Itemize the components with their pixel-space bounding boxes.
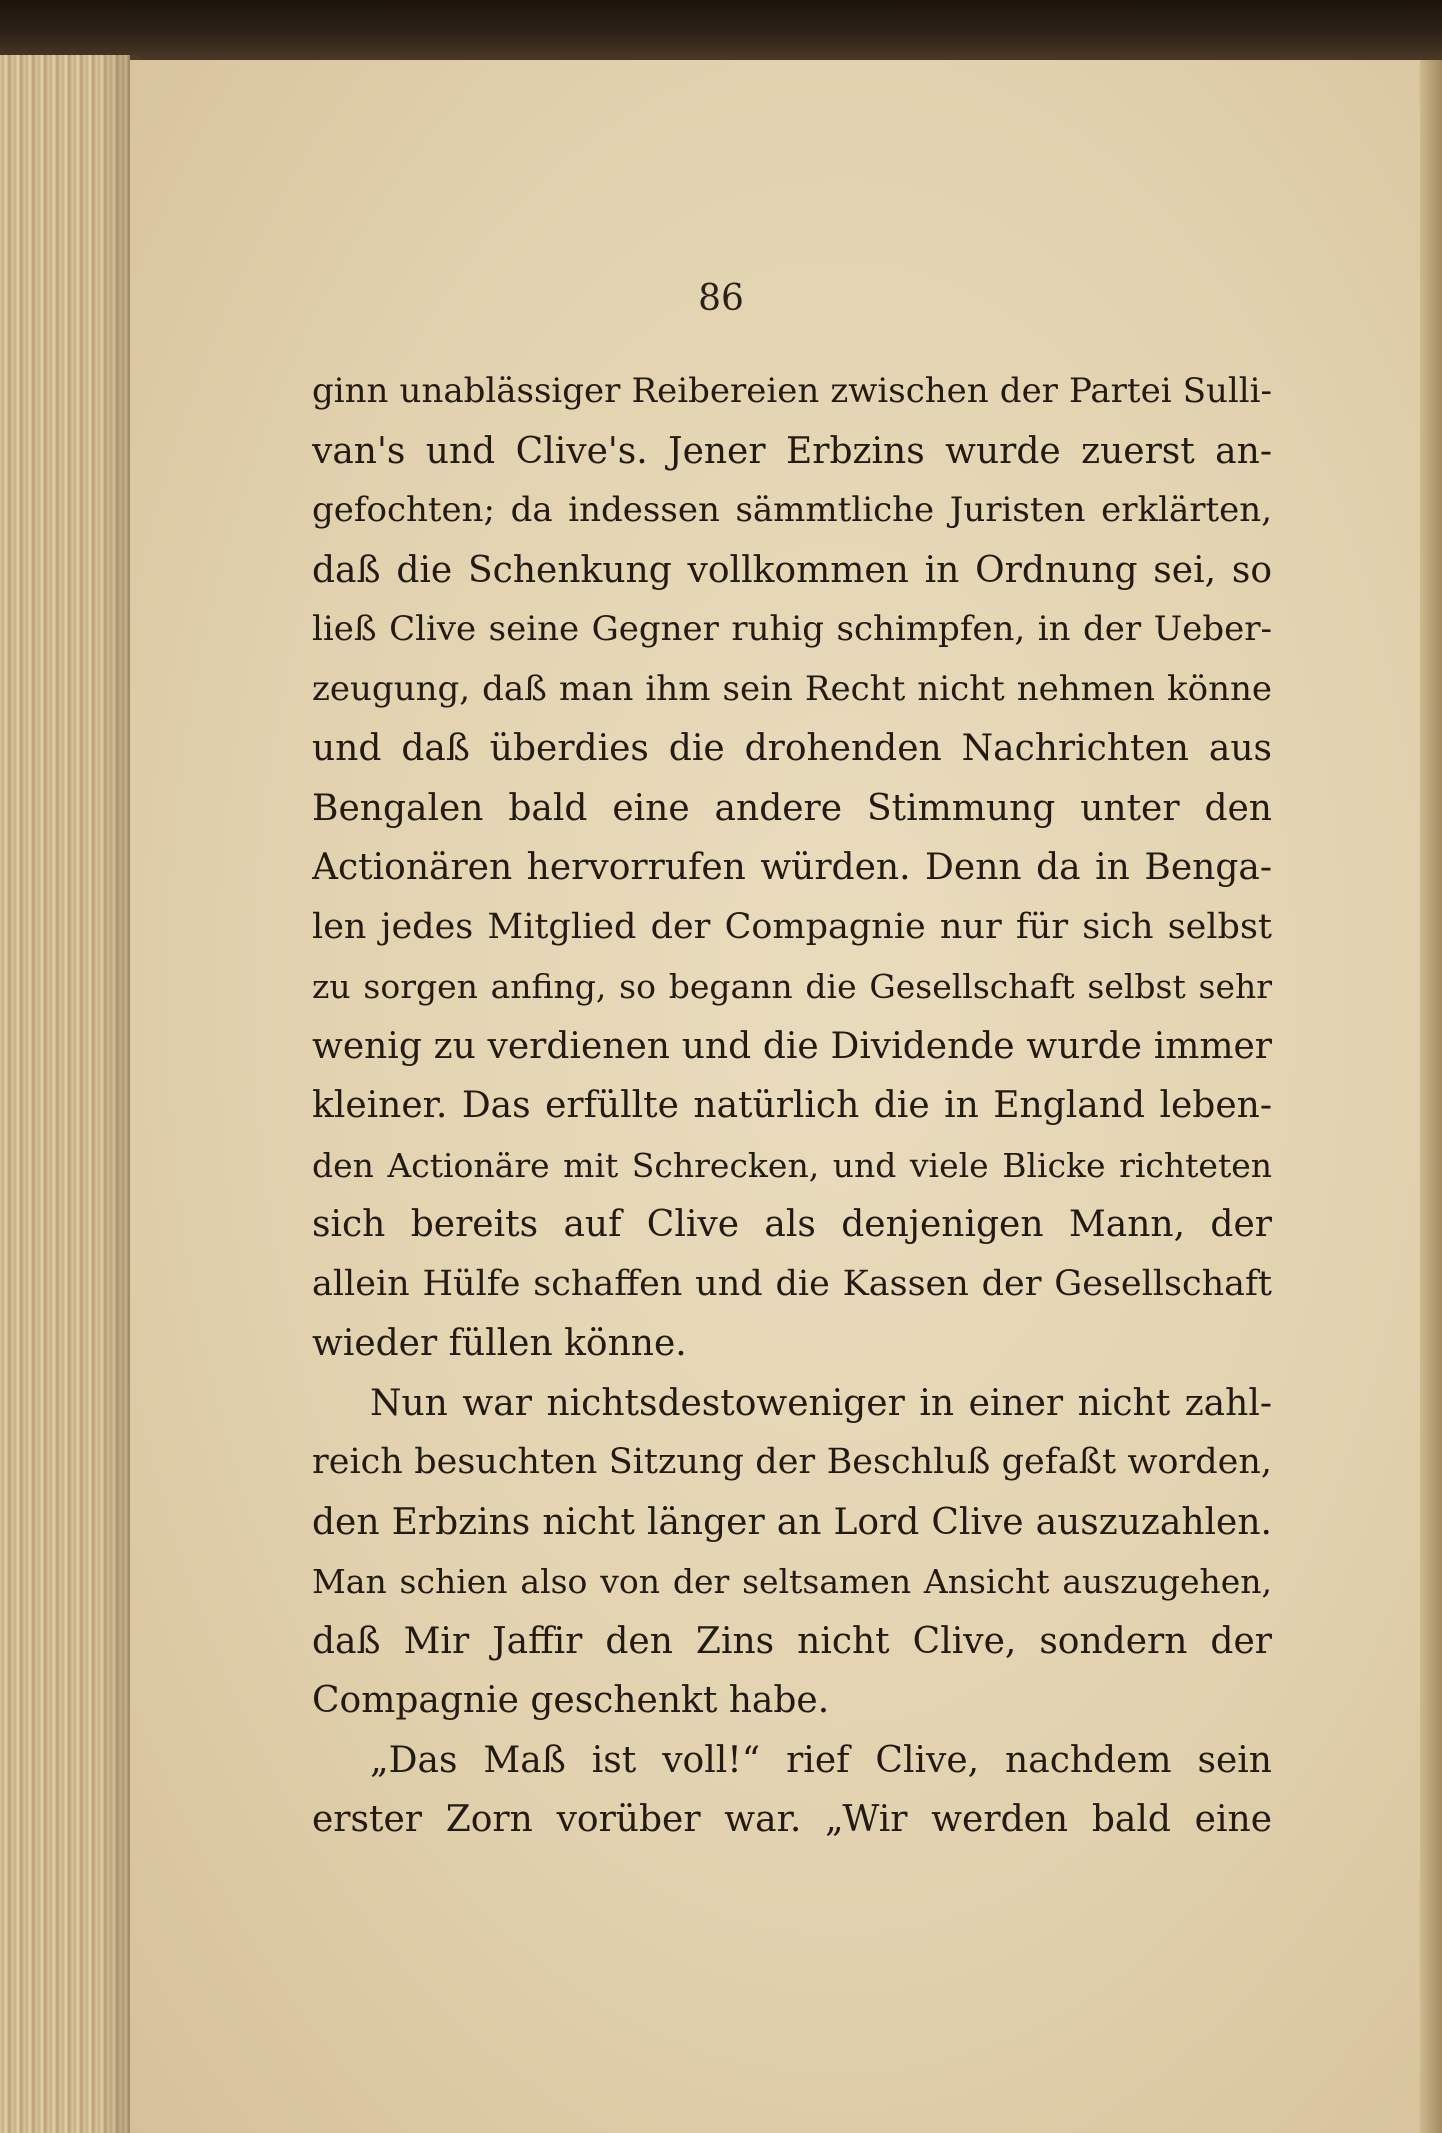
text-line: Nun war nichtsdestoweniger in einer nicht zahl- [370, 1382, 1272, 1424]
body-text [312, 362, 1272, 1850]
page-number: 86 [698, 278, 744, 319]
text-line: „Das Maß ist voll!“ rief Clive, nachdem sein [370, 1739, 1272, 1781]
text-line: kleiner. Das erfüllte natürlich die in England leben- [312, 1085, 1272, 1126]
text-line: ließ Clive seine Gegner ruhig schimpfen, in der Ueber- [312, 609, 1272, 649]
text-line: Bengalen bald eine andere Stimmung unter den [312, 787, 1272, 829]
book-right-edge [1420, 60, 1442, 2133]
text-line: reich besuchten Sitzung der Beschluß gefaßt worden, [312, 1442, 1272, 1482]
text-line: zu sorgen anfing, so begann die Gesellschaft selbst sehr [312, 967, 1272, 1006]
text-line: den Actionäre mit Schrecken, und viele Blicke richteten [312, 1145, 1272, 1185]
text-line: Man schien also von der seltsamen Ansicht auszugehen, [312, 1562, 1272, 1601]
text-line: daß Mir Jaffir den Zins nicht Clive, sondern der [312, 1620, 1272, 1662]
text-line: und daß überdies die drohenden Nachrichten aus [312, 728, 1272, 769]
text-line: gefochten; da indessen sämmtliche Juristen erklärten, [312, 490, 1272, 530]
text-line: len jedes Mitglied der Compagnie nur für sich selbst [312, 906, 1272, 947]
text-line: Actionären hervorrufen würden. Denn da in Benga- [312, 847, 1272, 888]
text-line: wenig zu verdienen und die Dividende wurde immer [312, 1025, 1272, 1067]
text-line: allein Hülfe schaffen und die Kassen der Gesellschaft [312, 1263, 1272, 1304]
text-line: daß die Schenkung vollkommen in Ordnung sei, so [312, 549, 1272, 591]
text-line: erster Zorn vorüber war. „Wir werden bald eine [312, 1799, 1272, 1840]
text-line: Compagnie geschenkt habe. [312, 1680, 830, 1721]
text-line: sich bereits auf Clive als denjenigen Mann, der [312, 1204, 1272, 1245]
text-line: den Erbzins nicht länger an Lord Clive auszuzahlen. [312, 1501, 1272, 1543]
book-top-edge [0, 0, 1442, 60]
text-line: zeugung, daß man ihm sein Recht nicht nehmen könne [312, 668, 1272, 709]
text-line: ginn unablässiger Reibereien zwischen der Partei Sulli- [312, 371, 1272, 411]
text-line: van's und Clive's. Jener Erbzins wurde zuerst an- [312, 430, 1272, 472]
text-line: wieder füllen könne. [312, 1323, 687, 1364]
